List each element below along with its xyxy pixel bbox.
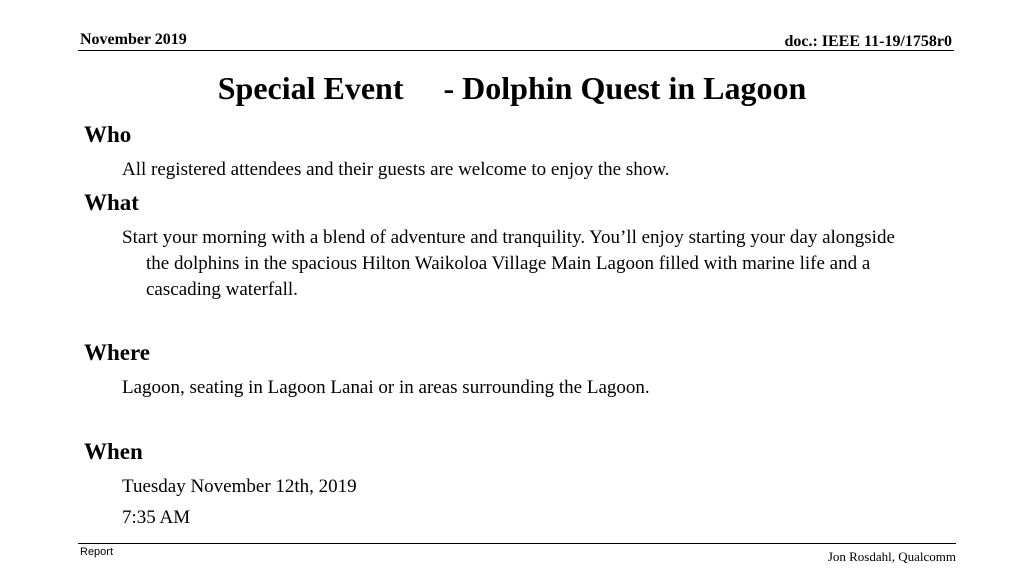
what-heading: What	[84, 190, 139, 215]
where-heading: Where	[84, 340, 151, 365]
when-time: 7:35 AM	[122, 507, 191, 528]
what-text: Start your morning with a blend of adventure and tranquility. You’ll enjoy starting your day alongside the dolphins in the spacious Hilton Waikoloa Village Main Lagoon filled with marine life and a cascading waterfall.	[122, 227, 895, 300]
header-date: November 2019	[80, 31, 187, 48]
footer-divider	[78, 543, 956, 544]
slide-title: Special Event - Dolphin Quest in Lagoon	[217, 70, 807, 106]
who-text: All registered attendees and their guests are welcome to enjoy the show.	[122, 159, 670, 180]
header-divider	[78, 50, 954, 51]
footer-author: Jon Rosdahl, Qualcomm	[827, 549, 956, 564]
where-text: Lagoon, seating in Lagoon Lanai or in areas surrounding the Lagoon.	[122, 377, 650, 398]
header-doc-id: doc.: IEEE 11-19/1758r0	[784, 33, 952, 50]
footer-label: Report	[80, 546, 114, 558]
when-date: Tuesday November 12th, 2019	[122, 476, 357, 497]
who-heading: Who	[84, 122, 132, 147]
when-heading: When	[84, 439, 143, 464]
